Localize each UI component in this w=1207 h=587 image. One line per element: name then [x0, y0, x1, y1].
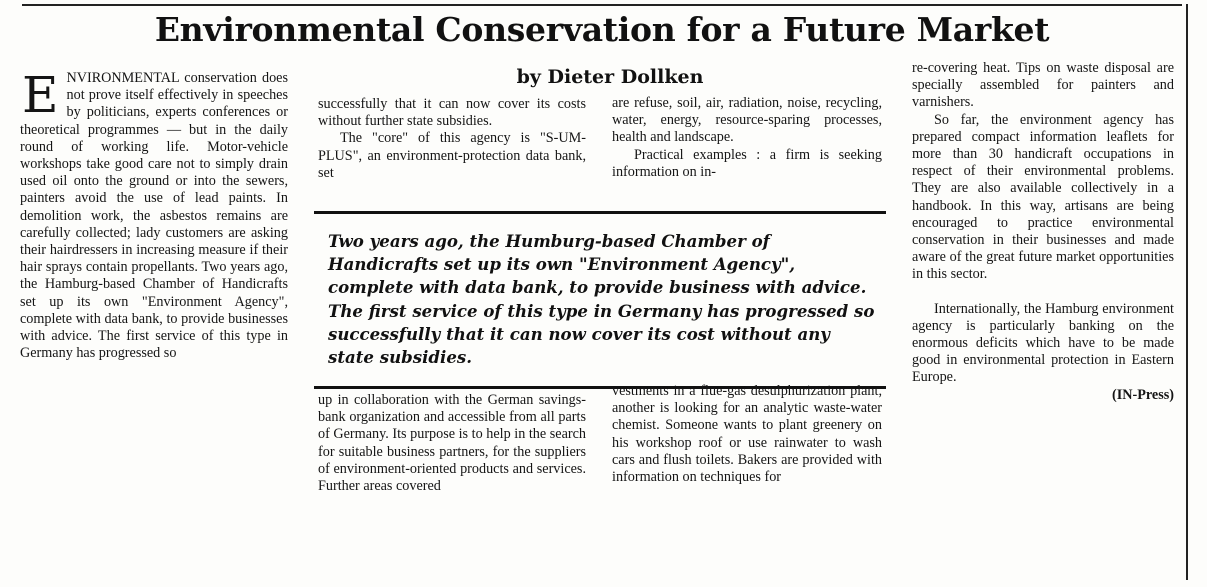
column-3-bottom [612, 383, 882, 486]
press-credit: (IN-Press) [1112, 386, 1174, 403]
drop-cap: E [22, 66, 59, 124]
pull-quote: Two years ago, the Humburg-based Chamber of Handicrafts set up its own "Environment Agency", complete with data bank, to provide business with advice. The first service of this type in Germany has progressed so successfully that it can now cover its cost without any state subsidies. [328, 231, 875, 368]
paragraph: re-covering heat. Tips on waste disposal are specially assembled for painters and varnishers. [912, 60, 1174, 111]
paragraph: up in collaboration with the German savings-bank organization and accessible from all parts of Germany. Its purpose is to help in the search for suitable business partners, for the suppliers of environment-oriented products and services. Further areas covered [318, 392, 586, 495]
column-2-top [318, 96, 586, 182]
column-2-bottom [318, 392, 586, 495]
paragraph: are refuse, soil, air, radiation, noise, recycling, water, energy, resource-sparing processes, health and landscape. [612, 95, 882, 146]
column-4 [912, 60, 1174, 404]
paragraph: Internationally, the Hamburg environment agency is particularly banking on the enormous deficits which have to be made good in environmental protection in Eastern Europe. [912, 300, 1174, 386]
paragraph: successfully that it can now cover its costs without further state subsidies. [318, 96, 586, 130]
column-1 [20, 66, 288, 362]
column-3-top [612, 95, 882, 181]
column-1-text: NVIRONMENTAL conservation does not prove itself effectively in speeches by politicians, experts conferences or theoretical programmes — but in the daily round of working life. Motor-vehicle workshops take good care not to simply drain used oil onto the ground or into the sewers, painters avoid the use of lead paints. In demolition work, the asbestos remains are carefully collected; lady customers are asking their hairdressers in increasing measure if their hair sprays contain propellants. Two years ago, the Hamburg-based Chamber of Handicrafts set up its own "Environment Agency", complete with data bank, to provide businesses with advice. The first service of this type in Germany has progressed so [20, 70, 288, 362]
top-rule [22, 4, 1182, 6]
paragraph: Practical examples : a firm is seeking information on in- [612, 146, 882, 180]
article-title: Environmental Conservation for a Future Market [154, 10, 1050, 49]
right-rule [1186, 4, 1188, 580]
article-byline: by Dieter Dollken [516, 66, 704, 88]
pull-quote-box [314, 211, 886, 389]
paragraph: vestments in a flue-gas desulphurization plant, another is looking for an analytic waste-water chemist. Someone wants to plant greenery on his workshop roof or use rainwater to wash cars and flush toilets. Bakers are provided with information on techniques for [612, 383, 882, 486]
paragraph: The "core" of this agency is "S-UM-PLUS", an environment-protection data bank, set [318, 130, 586, 181]
paragraph: So far, the environment agency has prepared compact information leaflets for more than 30 handicraft occupations in respect of their environmental problems. They are also available collectively in a handbook. In this way, artisans are being encouraged to practice environmental conservation in their businesses and made aware of the great future market opportunities in this sector. [912, 111, 1174, 283]
